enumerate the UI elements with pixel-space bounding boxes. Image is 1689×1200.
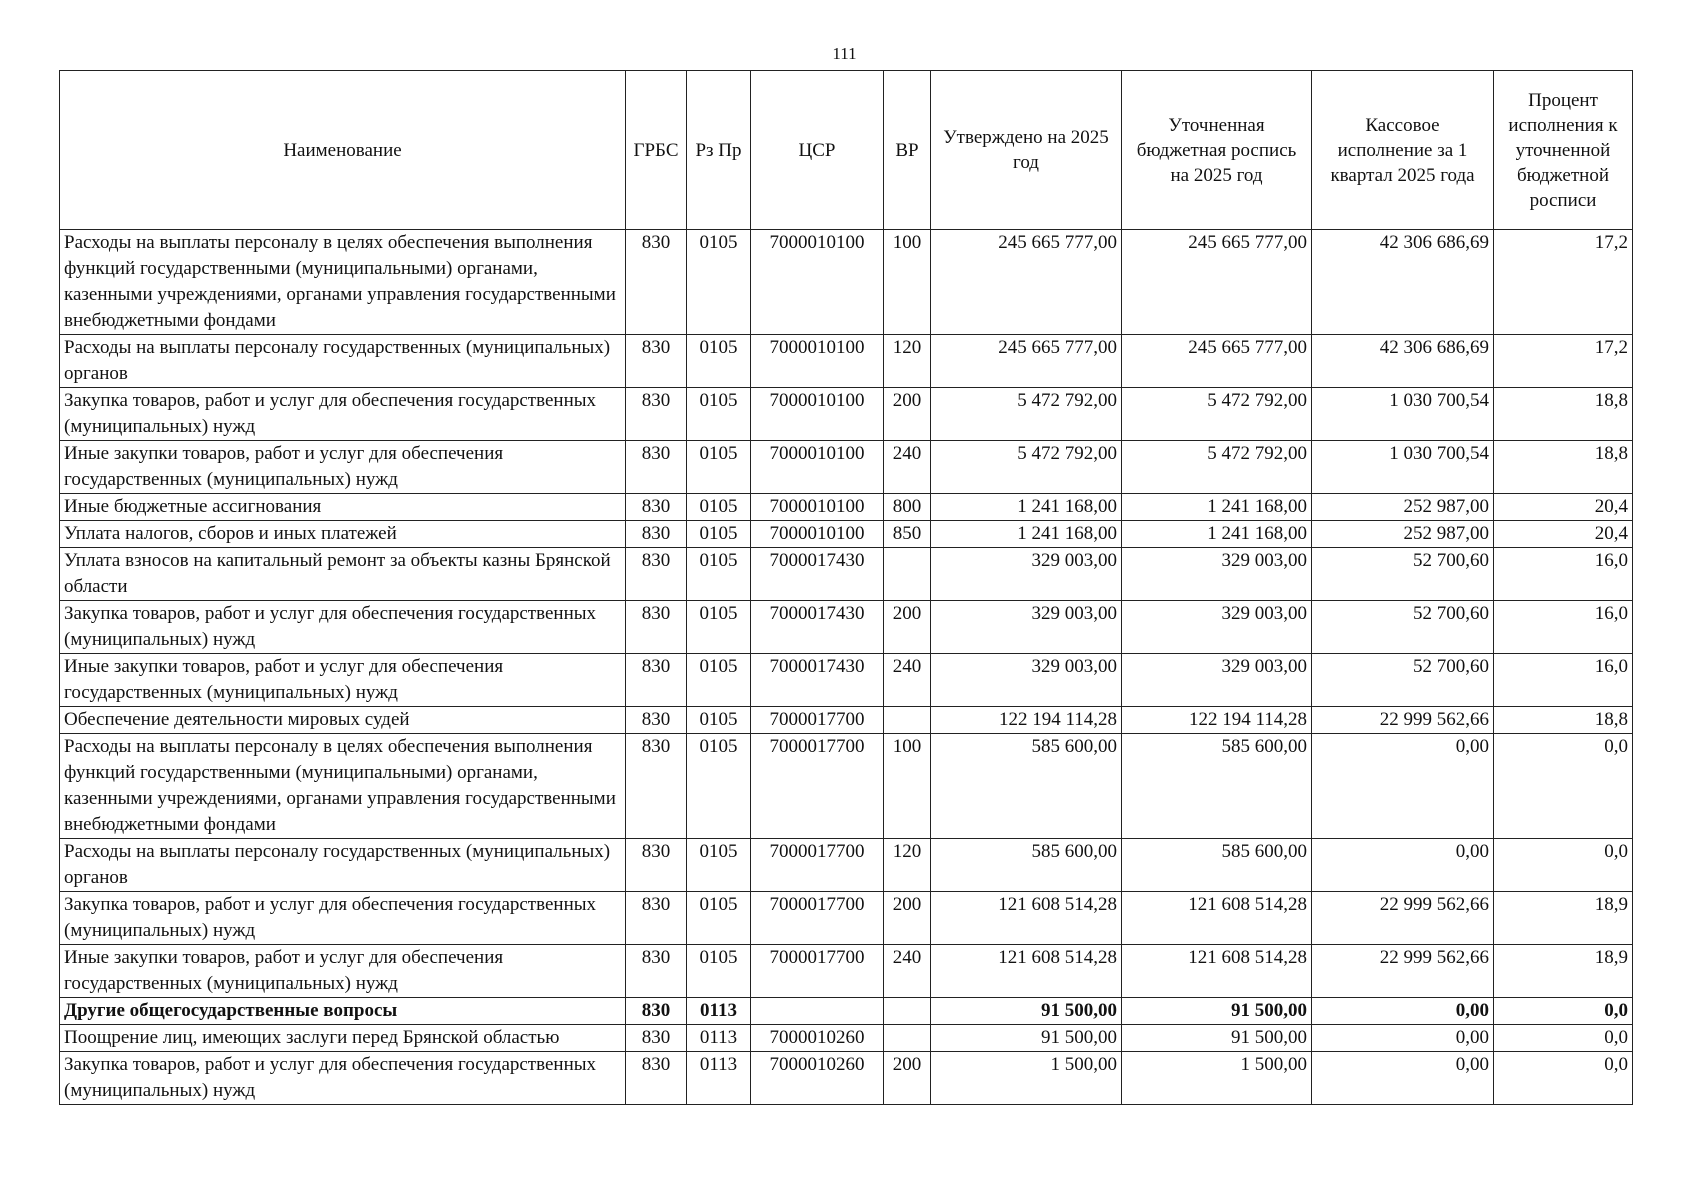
cell-revised: 1 500,00 [1122,1052,1312,1105]
cell-rzpr: 0113 [687,1025,751,1052]
cell-csr: 7000017700 [751,945,884,998]
cell-rzpr: 0105 [687,494,751,521]
cell-csr: 7000017700 [751,707,884,734]
cell-csr: 7000017430 [751,601,884,654]
table-row [60,707,1633,734]
table-row [60,945,1633,998]
cell-revised: 121 608 514,28 [1122,945,1312,998]
cell-revised: 329 003,00 [1122,654,1312,707]
table-row [60,1052,1633,1105]
cell-approved: 1 241 168,00 [931,494,1122,521]
cell-cash: 42 306 686,69 [1312,335,1494,388]
cell-approved: 5 472 792,00 [931,388,1122,441]
cell-vr: 120 [884,335,931,388]
cell-rzpr: 0105 [687,548,751,601]
cell-vr [884,707,931,734]
cell-approved: 329 003,00 [931,601,1122,654]
cell-revised: 122 194 114,28 [1122,707,1312,734]
cell-name: Уплата взносов на капитальный ремонт за объекты казны Брянской области [60,548,626,601]
cell-name: Закупка товаров, работ и услуг для обеспечения государственных (муниципальных) нужд [60,1052,626,1105]
cell-approved: 122 194 114,28 [931,707,1122,734]
header-grbs: ГРБС [626,71,687,230]
cell-percent: 0,0 [1494,998,1633,1025]
cell-revised: 329 003,00 [1122,548,1312,601]
cell-grbs: 830 [626,230,687,335]
cell-rzpr: 0105 [687,521,751,548]
cell-csr: 7000010260 [751,1052,884,1105]
cell-name: Иные закупки товаров, работ и услуг для обеспечения государственных (муниципальных) нужд [60,441,626,494]
cell-grbs: 830 [626,892,687,945]
cell-cash: 0,00 [1312,1025,1494,1052]
cell-vr: 200 [884,388,931,441]
cell-grbs: 830 [626,521,687,548]
cell-revised: 1 241 168,00 [1122,521,1312,548]
header-cash: Кассовое исполнение за 1 квартал 2025 года [1312,71,1494,230]
cell-name: Другие общегосударственные вопросы [60,998,626,1025]
cell-rzpr: 0105 [687,707,751,734]
cell-approved: 585 600,00 [931,839,1122,892]
cell-cash: 0,00 [1312,839,1494,892]
cell-grbs: 830 [626,945,687,998]
cell-percent: 0,0 [1494,734,1633,839]
cell-name: Расходы на выплаты персоналу в целях обеспечения выполнения функций государственными (муниципальными) органами, казенными учреждениями, органами управления государственными внебюджетными фондами [60,734,626,839]
cell-grbs: 830 [626,734,687,839]
cell-name: Иные бюджетные ассигнования [60,494,626,521]
cell-revised: 245 665 777,00 [1122,230,1312,335]
cell-cash: 52 700,60 [1312,654,1494,707]
cell-approved: 585 600,00 [931,734,1122,839]
cell-cash: 42 306 686,69 [1312,230,1494,335]
cell-csr: 7000017700 [751,892,884,945]
table-row [60,998,1633,1025]
cell-approved: 121 608 514,28 [931,892,1122,945]
cell-percent: 16,0 [1494,548,1633,601]
cell-csr: 7000010100 [751,335,884,388]
cell-cash: 0,00 [1312,734,1494,839]
cell-grbs: 830 [626,494,687,521]
cell-grbs: 830 [626,1025,687,1052]
cell-cash: 0,00 [1312,998,1494,1025]
cell-approved: 329 003,00 [931,548,1122,601]
cell-percent: 17,2 [1494,230,1633,335]
cell-rzpr: 0105 [687,945,751,998]
cell-grbs: 830 [626,335,687,388]
cell-percent: 18,8 [1494,707,1633,734]
cell-percent: 0,0 [1494,1052,1633,1105]
cell-name: Обеспечение деятельности мировых судей [60,707,626,734]
cell-grbs: 830 [626,548,687,601]
cell-percent: 16,0 [1494,601,1633,654]
cell-name: Закупка товаров, работ и услуг для обеспечения государственных (муниципальных) нужд [60,388,626,441]
cell-vr: 240 [884,441,931,494]
cell-vr: 200 [884,1052,931,1105]
cell-vr: 200 [884,892,931,945]
table-row [60,548,1633,601]
cell-revised: 585 600,00 [1122,734,1312,839]
cell-revised: 329 003,00 [1122,601,1312,654]
cell-revised: 91 500,00 [1122,998,1312,1025]
cell-vr [884,1025,931,1052]
cell-csr: 7000017700 [751,734,884,839]
cell-cash: 1 030 700,54 [1312,441,1494,494]
cell-approved: 91 500,00 [931,1025,1122,1052]
cell-rzpr: 0105 [687,441,751,494]
cell-cash: 252 987,00 [1312,521,1494,548]
cell-percent: 0,0 [1494,839,1633,892]
cell-rzpr: 0105 [687,601,751,654]
cell-percent: 16,0 [1494,654,1633,707]
page-number: 111 [832,44,857,63]
table-row [60,734,1633,839]
cell-vr: 200 [884,601,931,654]
cell-rzpr: 0105 [687,892,751,945]
table-row [60,230,1633,335]
cell-cash: 52 700,60 [1312,548,1494,601]
cell-percent: 20,4 [1494,521,1633,548]
cell-vr: 120 [884,839,931,892]
table-row [60,1025,1633,1052]
cell-vr: 850 [884,521,931,548]
cell-csr: 7000010260 [751,1025,884,1052]
cell-revised: 91 500,00 [1122,1025,1312,1052]
cell-percent: 18,9 [1494,945,1633,998]
cell-csr: 7000017430 [751,548,884,601]
cell-grbs: 830 [626,388,687,441]
cell-name: Закупка товаров, работ и услуг для обеспечения государственных (муниципальных) нужд [60,601,626,654]
table-body [60,230,1633,1105]
cell-rzpr: 0105 [687,388,751,441]
cell-rzpr: 0113 [687,1052,751,1105]
cell-grbs: 830 [626,1052,687,1105]
header-name: Наименование [60,71,626,230]
cell-percent: 20,4 [1494,494,1633,521]
cell-rzpr: 0105 [687,734,751,839]
cell-name: Расходы на выплаты персоналу государственных (муниципальных) органов [60,839,626,892]
cell-csr: 7000017430 [751,654,884,707]
cell-name: Иные закупки товаров, работ и услуг для обеспечения государственных (муниципальных) нужд [60,654,626,707]
cell-approved: 329 003,00 [931,654,1122,707]
cell-percent: 0,0 [1494,1025,1633,1052]
cell-name: Иные закупки товаров, работ и услуг для обеспечения государственных (муниципальных) нужд [60,945,626,998]
cell-approved: 1 500,00 [931,1052,1122,1105]
cell-rzpr: 0105 [687,839,751,892]
header-vr: ВР [884,71,931,230]
cell-revised: 245 665 777,00 [1122,335,1312,388]
cell-revised: 5 472 792,00 [1122,388,1312,441]
cell-cash: 252 987,00 [1312,494,1494,521]
table-row [60,521,1633,548]
table-row [60,441,1633,494]
cell-rzpr: 0105 [687,654,751,707]
cell-rzpr: 0105 [687,230,751,335]
cell-vr: 100 [884,230,931,335]
cell-approved: 5 472 792,00 [931,441,1122,494]
header-percent: Процент исполнения к уточненной бюджетной росписи [1494,71,1633,230]
table-row [60,335,1633,388]
table-row [60,839,1633,892]
cell-grbs: 830 [626,654,687,707]
cell-csr: 7000010100 [751,441,884,494]
cell-vr: 240 [884,654,931,707]
header-revised: Уточненная бюджетная роспись на 2025 год [1122,71,1312,230]
table-row [60,388,1633,441]
cell-vr: 800 [884,494,931,521]
cell-csr [751,998,884,1025]
cell-cash: 52 700,60 [1312,601,1494,654]
cell-percent: 18,8 [1494,441,1633,494]
table-row [60,494,1633,521]
cell-approved: 1 241 168,00 [931,521,1122,548]
cell-approved: 121 608 514,28 [931,945,1122,998]
cell-name: Расходы на выплаты персоналу в целях обеспечения выполнения функций государственными (муниципальными) органами, казенными учреждениями, органами управления государственными внебюджетными фондами [60,230,626,335]
cell-grbs: 830 [626,707,687,734]
cell-grbs: 830 [626,601,687,654]
table-row [60,601,1633,654]
cell-approved: 91 500,00 [931,998,1122,1025]
header-approved: Утверждено на 2025 год [931,71,1122,230]
cell-percent: 18,8 [1494,388,1633,441]
cell-vr [884,998,931,1025]
cell-grbs: 830 [626,839,687,892]
cell-cash: 22 999 562,66 [1312,892,1494,945]
header-rzpr: Рз Пр [687,71,751,230]
cell-csr: 7000010100 [751,388,884,441]
table-row [60,892,1633,945]
cell-vr: 240 [884,945,931,998]
cell-csr: 7000010100 [751,494,884,521]
cell-rzpr: 0113 [687,998,751,1025]
cell-name: Расходы на выплаты персоналу государственных (муниципальных) органов [60,335,626,388]
cell-revised: 585 600,00 [1122,839,1312,892]
cell-csr: 7000017700 [751,839,884,892]
cell-csr: 7000010100 [751,521,884,548]
cell-vr [884,548,931,601]
cell-cash: 0,00 [1312,1052,1494,1105]
cell-csr: 7000010100 [751,230,884,335]
cell-revised: 121 608 514,28 [1122,892,1312,945]
cell-rzpr: 0105 [687,335,751,388]
cell-grbs: 830 [626,441,687,494]
cell-revised: 5 472 792,00 [1122,441,1312,494]
cell-cash: 22 999 562,66 [1312,707,1494,734]
cell-name: Поощрение лиц, имеющих заслуги перед Брянской областью [60,1025,626,1052]
budget-table [59,70,1633,1105]
cell-approved: 245 665 777,00 [931,230,1122,335]
table-header-row [60,71,1633,230]
cell-name: Уплата налогов, сборов и иных платежей [60,521,626,548]
cell-approved: 245 665 777,00 [931,335,1122,388]
cell-grbs: 830 [626,998,687,1025]
cell-cash: 1 030 700,54 [1312,388,1494,441]
header-csr: ЦСР [751,71,884,230]
table-row [60,654,1633,707]
cell-cash: 22 999 562,66 [1312,945,1494,998]
cell-percent: 17,2 [1494,335,1633,388]
cell-percent: 18,9 [1494,892,1633,945]
cell-vr: 100 [884,734,931,839]
cell-name: Закупка товаров, работ и услуг для обеспечения государственных (муниципальных) нужд [60,892,626,945]
cell-revised: 1 241 168,00 [1122,494,1312,521]
